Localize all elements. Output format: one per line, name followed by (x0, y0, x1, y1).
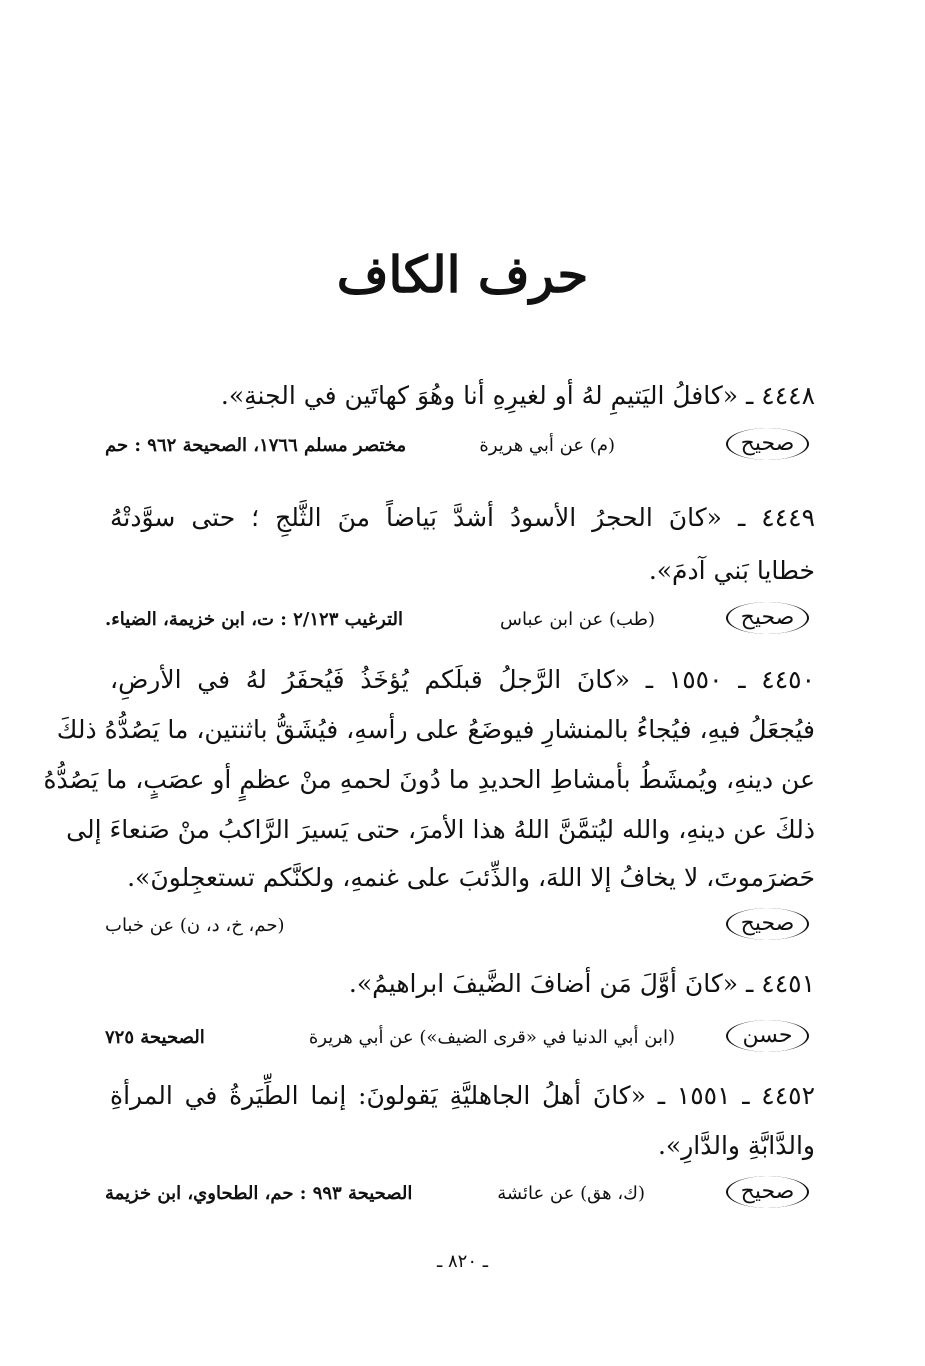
hadith-4452-attribution (105, 1174, 815, 1214)
chapter-title: حرف الكاف (336, 245, 589, 304)
hadith-source: (ابن أبي الدنيا في «قرى الضيف») عن أبي هريرة (308, 1027, 675, 1048)
hadith-4450-attribution (105, 906, 815, 946)
grade-badge: صحيح (720, 600, 815, 636)
hadith-references: مختصر مسلم ١٧٦٦، الصحيحة ٩٦٢ : حم (105, 435, 407, 456)
hadith-4449-line-1: ٤٤٤٩ ـ «كانَ الحجرُ الأسودُ أشدَّ بَياضاً منَ الثَّلجِ ؛ حتى سوَّدتْهُ (110, 503, 815, 532)
hadith-4449-line-2: خطايا بَني آدمَ». (648, 556, 815, 585)
hadith-source: (ك، هق) عن عائشة (497, 1183, 645, 1204)
page-number: ـ ٨٢٠ ـ (436, 1251, 488, 1272)
hadith-4450-line-4: ذلكَ عن دينهِ، والله ليُتمَّنَّ اللهُ هذا الأمرَ، حتى يَسيرَ الرَّاكبُ منْ صَنعاءَ إلى (66, 815, 815, 844)
hadith-references: الصحيحة ٧٢٥ (105, 1027, 205, 1048)
hadith-4452-line-2: والدَّابَّةِ والدَّارِ». (657, 1131, 815, 1160)
grade-badge: صحيح (720, 906, 815, 942)
grade-badge: حسن (720, 1018, 815, 1054)
grade-badge: صحيح (720, 426, 815, 462)
hadith-4448-attribution (105, 426, 815, 466)
hadith-4451-attribution (105, 1018, 815, 1058)
hadith-4450-line-2: فيُجعَلُ فيهِ، فيُجاءُ بالمنشارِ فيوضَعُ على رأسهِ، فيُشَقُّ باثنتين، ما يَصُدُّهُ ذلكَ (56, 715, 815, 744)
hadith-4449-attribution (105, 600, 815, 640)
hadith-source: (طب) عن ابن عباس (500, 609, 655, 630)
hadith-4451-line-1: ٤٤٥١ ـ «كانَ أوَّلَ مَن أضافَ الضَّيفَ ابراهيمُ». (348, 969, 815, 998)
hadith-4450-line-5: حَضرَموتَ، لا يخافُ إلا اللهَ، والذِّئبَ على غنمهِ، ولكنَّكم تستعجِلونَ». (127, 863, 815, 892)
hadith-references: الترغيب ٢/١٢٣ : ت، ابن خزيمة، الضياء. (105, 609, 404, 630)
hadith-4452-line-1: ٤٤٥٢ ـ ١٥٥١ ـ «كانَ أهلُ الجاهليَّةِ يَقولونَ: إنما الطِّيَرةُ في المرأةِ (110, 1081, 816, 1110)
hadith-references: الصحيحة ٩٩٣ : حم، الطحاوي، ابن خزيمة (105, 1183, 413, 1204)
grade-badge: صحيح (720, 1174, 815, 1210)
hadith-4450-line-3: عن دينهِ، ويُمشَطُ بأمشاطِ الحديدِ ما دُونَ لحمهِ منْ عظمٍ أو عصَبٍ، ما يَصُدُّهُ (43, 765, 815, 794)
hadith-source: (حم، خ، د، ن) عن خباب (105, 915, 285, 936)
hadith-4448-line-1: ٤٤٤٨ ـ «كافلُ اليَتيمِ لهُ أو لغيرِهِ أنا وهُوَ كهاتَين في الجنةِ». (220, 381, 815, 410)
hadith-4450-line-1: ٤٤٥٠ ـ ١٥٥٠ ـ «كانَ الرَّجلُ قبلَكم يُؤخَذُ فَيُحفَرُ لهُ في الأرضِ، (110, 665, 815, 694)
hadith-source: (م) عن أبي هريرة (479, 435, 615, 456)
